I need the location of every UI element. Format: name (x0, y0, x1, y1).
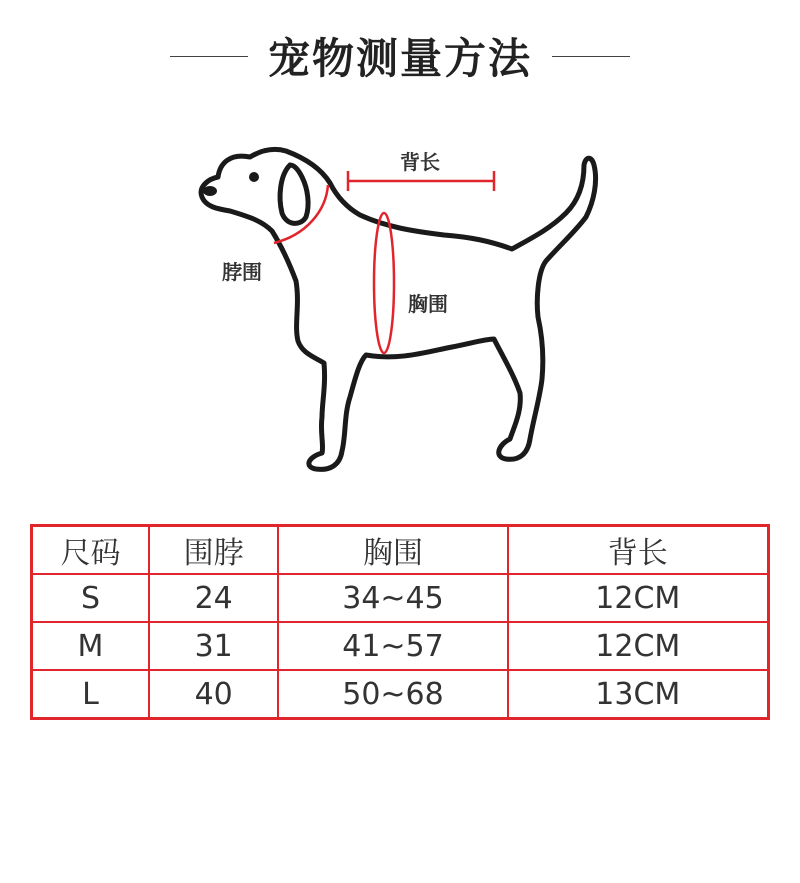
cell-chest: 41~57 (278, 622, 507, 670)
dog-eye (249, 172, 259, 182)
chest-label: 胸围 (408, 292, 448, 316)
cell-back-length: 13CM (508, 670, 769, 719)
table-row (32, 622, 769, 670)
table-row (32, 574, 769, 622)
cell-chest: 34~45 (278, 574, 507, 622)
cell-chest: 50~68 (278, 670, 507, 719)
size-table (30, 524, 770, 720)
cell-size: L (32, 670, 149, 719)
header-chest: 胸围 (278, 526, 507, 575)
header-size: 尺码 (32, 526, 149, 575)
title-row (0, 22, 800, 92)
cell-neck: 40 (149, 670, 278, 719)
cell-neck: 24 (149, 574, 278, 622)
cell-size: S (32, 574, 149, 622)
cell-back-length: 12CM (508, 574, 769, 622)
cell-back-length: 12CM (508, 622, 769, 670)
back-length-label: 背长 (400, 150, 440, 174)
cell-neck: 31 (149, 622, 278, 670)
header-back-length: 背长 (508, 526, 769, 575)
table-row (32, 670, 769, 719)
dog-outline (201, 149, 595, 469)
table-header-row (32, 526, 769, 575)
page-title: 宠物测量方法 (267, 34, 532, 83)
neck-label: 脖围 (222, 260, 262, 284)
header-neck: 围脖 (149, 526, 278, 575)
dog-nose (203, 186, 217, 196)
title-divider-right (552, 56, 630, 57)
dog-ear (280, 165, 308, 223)
chest-measure-ellipse (374, 213, 394, 353)
dog-measurement-diagram (190, 135, 610, 480)
cell-size: M (32, 622, 149, 670)
